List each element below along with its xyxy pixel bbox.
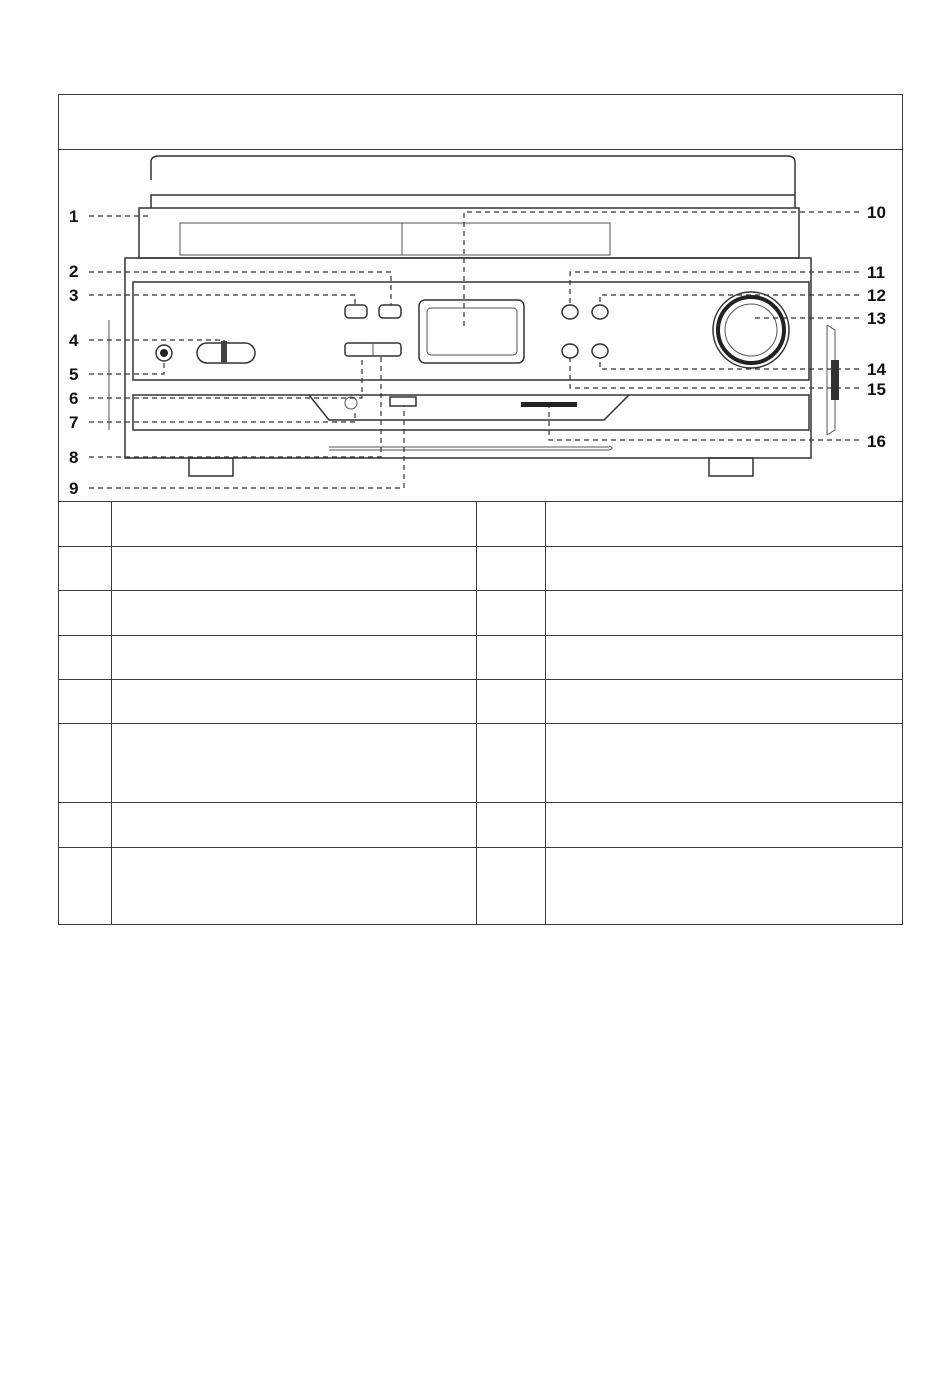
callout-9: 9 bbox=[69, 479, 79, 498]
legend-row bbox=[59, 590, 902, 635]
legend-number bbox=[476, 590, 545, 635]
legend-description bbox=[545, 546, 902, 590]
legend-table bbox=[59, 502, 902, 925]
legend-row bbox=[59, 502, 902, 546]
callout-4: 4 bbox=[69, 331, 79, 350]
callout-7: 7 bbox=[69, 413, 79, 432]
device-diagram bbox=[59, 150, 902, 502]
legend-description bbox=[545, 635, 902, 679]
legend-number bbox=[476, 679, 545, 723]
callout-16: 16 bbox=[867, 432, 886, 451]
callout-1: 1 bbox=[69, 207, 79, 226]
legend-number bbox=[476, 802, 545, 847]
legend-description bbox=[111, 502, 476, 546]
legend-number bbox=[59, 635, 111, 679]
callout-5: 5 bbox=[69, 365, 79, 384]
legend-description bbox=[111, 847, 476, 925]
legend-number bbox=[59, 679, 111, 723]
legend-description bbox=[111, 723, 476, 802]
legend-description bbox=[111, 546, 476, 590]
callout-11: 11 bbox=[867, 263, 885, 282]
legend-description bbox=[545, 502, 902, 546]
callout-10: 10 bbox=[867, 203, 886, 222]
legend-number bbox=[476, 723, 545, 802]
legend-number bbox=[476, 847, 545, 925]
device-front-view bbox=[59, 150, 902, 501]
callout-13: 13 bbox=[867, 309, 886, 328]
front-controls bbox=[156, 292, 789, 476]
legend-number bbox=[59, 546, 111, 590]
legend-row bbox=[59, 802, 902, 847]
callout-labels bbox=[69, 203, 886, 498]
legend-description bbox=[545, 847, 902, 925]
title-row bbox=[59, 95, 902, 150]
turntable-lid bbox=[151, 156, 795, 208]
legend-number bbox=[476, 635, 545, 679]
callout-12: 12 bbox=[867, 286, 886, 305]
legend-description bbox=[111, 802, 476, 847]
callout-8: 8 bbox=[69, 448, 79, 467]
legend-row bbox=[59, 546, 902, 590]
legend-description bbox=[111, 635, 476, 679]
legend-number bbox=[59, 802, 111, 847]
callout-2: 2 bbox=[69, 262, 79, 281]
legend-row bbox=[59, 723, 902, 802]
legend-number bbox=[59, 847, 111, 925]
legend-row bbox=[59, 847, 902, 925]
legend-number bbox=[59, 723, 111, 802]
legend-number bbox=[476, 546, 545, 590]
callout-3: 3 bbox=[69, 286, 79, 305]
legend-row bbox=[59, 679, 902, 723]
legend-number bbox=[59, 590, 111, 635]
legend-number bbox=[59, 502, 111, 546]
callout-14: 14 bbox=[867, 360, 886, 379]
legend-number bbox=[476, 502, 545, 546]
callout-15: 15 bbox=[867, 380, 886, 399]
document-frame bbox=[58, 94, 903, 925]
legend-row bbox=[59, 635, 902, 679]
legend-description bbox=[545, 802, 902, 847]
callout-6: 6 bbox=[69, 389, 79, 408]
legend-description bbox=[545, 679, 902, 723]
legend-description bbox=[111, 590, 476, 635]
legend-description bbox=[545, 590, 902, 635]
legend-description bbox=[111, 679, 476, 723]
legend-description bbox=[545, 723, 902, 802]
